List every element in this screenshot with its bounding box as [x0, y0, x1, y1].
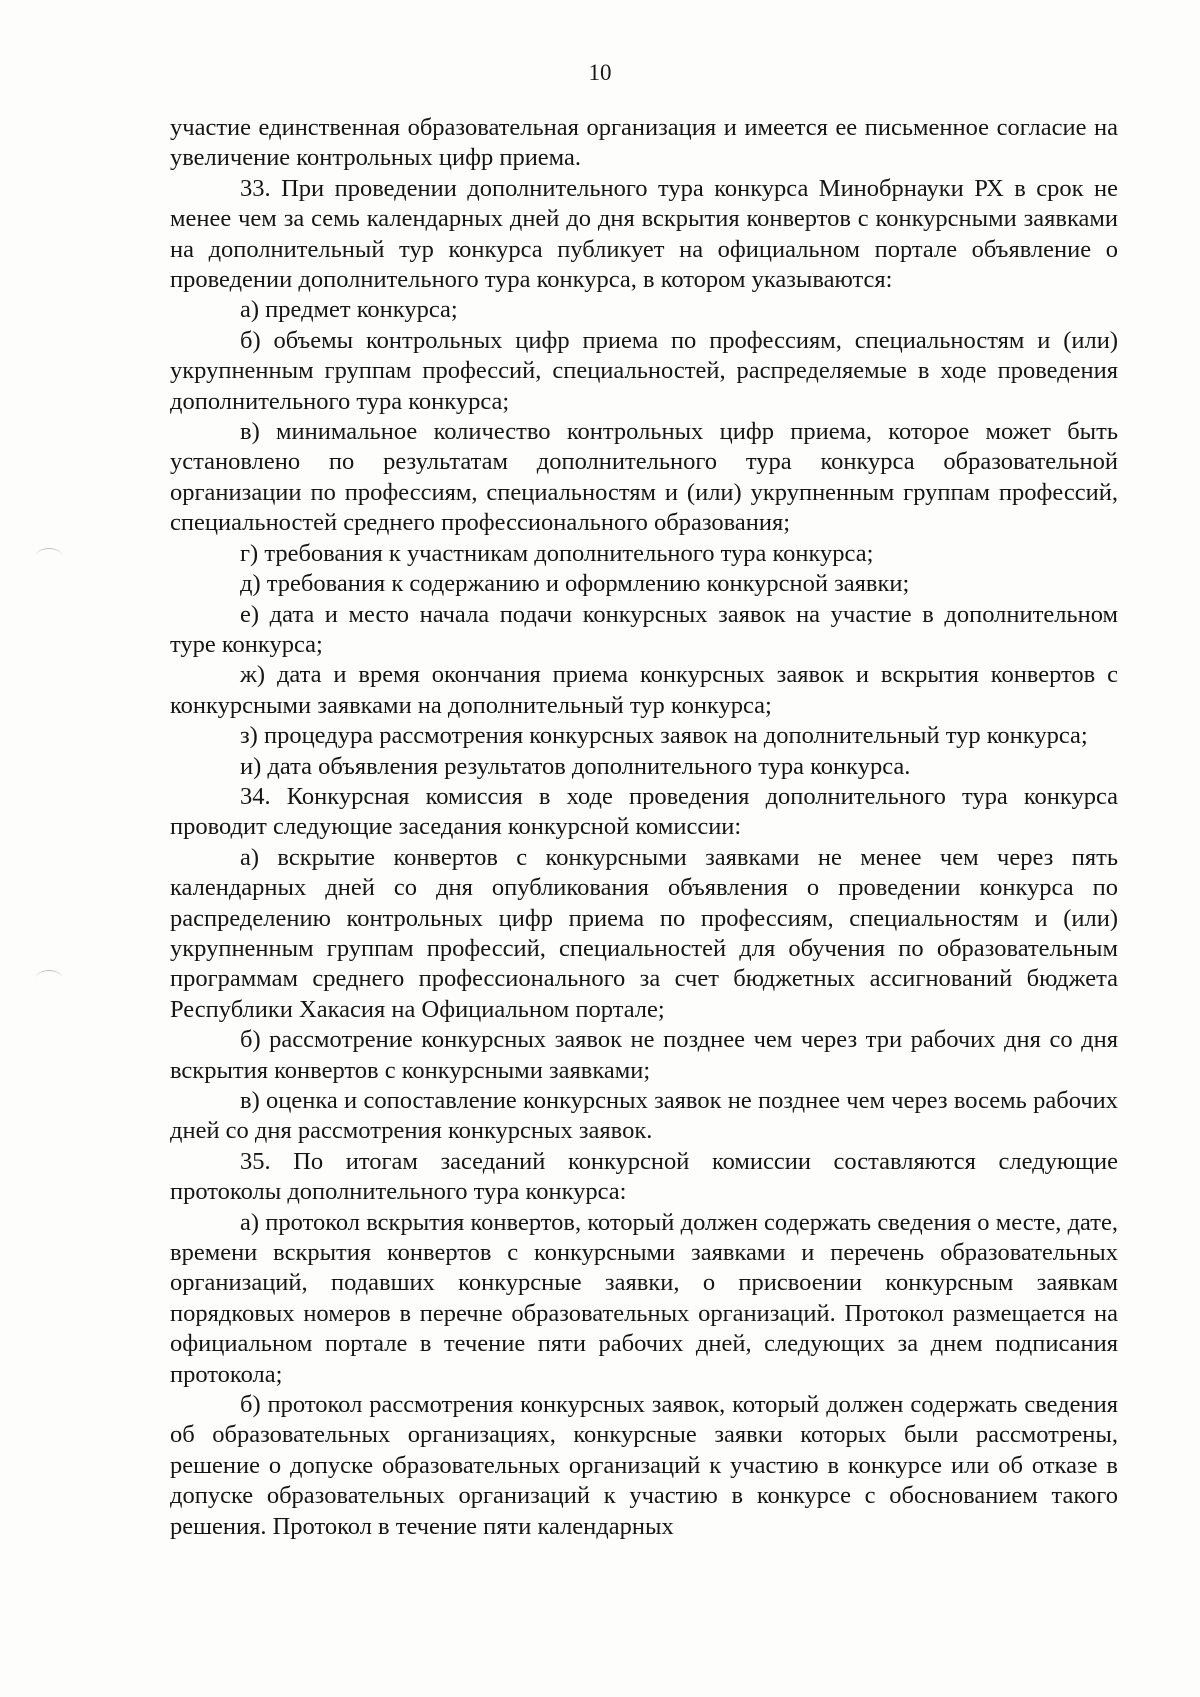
paragraph: участие единственная образовательная организация и имеется ее письменное согласие на увеличение контрольных цифр приема.	[170, 114, 1118, 172]
scan-artifact-mark	[36, 970, 62, 985]
paragraph: в) оценка и сопоставление конкурсных заявок не позднее чем через восемь рабочих дней со дня рассмотрения конкурсных заявок.	[170, 1087, 1118, 1145]
paragraph: в) минимальное количество контрольных цифр приема, которое может быть установлено по результатам дополнительного тура конкурса образовательной организации по профессиям, специальностям и (или) укрупненным группам профессий, специальностей среднего профессионального образования;	[170, 418, 1118, 537]
paragraph: б) протокол рассмотрения конкурсных заявок, который должен содержать сведения об образовательных организациях, конкурсные заявки которых были рассмотрены, решение о допуске образовательных организаций к участию в конкурсе или об отказе в допуске образовательных организаций к участию в конкурсе с обоснованием такого решения. Протокол в течение пяти календарных	[170, 1391, 1118, 1540]
paragraph: а) вскрытие конвертов с конкурсными заявками не менее чем через пять календарных дней со дня опубликования объявления о проведении конкурса по распределению контрольных цифр приема по профессиям, специальностям и (или) укрупненным группам профессий, специальностей для обучения по образовательным программам среднего профессионального за счет бюджетных ассигнований бюджета Республики Хакасия на Официальном портале;	[170, 843, 1118, 1023]
paragraph: б) рассмотрение конкурсных заявок не позднее чем через три рабочих дня со дня вскрытия конвертов с конкурсными заявками;	[170, 1026, 1118, 1084]
paragraph: б) объемы контрольных цифр приема по профессиям, специальностям и (или) укрупненным группам профессий, специальностей, распределяемые в ходе проведения дополнительного тура конкурса;	[170, 326, 1118, 415]
paragraph: е) дата и место начала подачи конкурсных заявок на участие в дополнительном туре конкурса;	[170, 600, 1118, 658]
paragraph: з) процедура рассмотрения конкурсных заявок на дополнительный тур конкурса;	[240, 722, 1088, 750]
paragraph: 34. Конкурсная комиссия в ходе проведения дополнительного тура конкурса проводит следующие заседания конкурсной комиссии:	[170, 782, 1118, 841]
document-body	[170, 113, 1118, 1542]
paragraph: 35. По итогам заседаний конкурсной комиссии составляются следующие протоколы дополнительного тура конкурса:	[170, 1147, 1118, 1206]
paragraph: ж) дата и время окончания приема конкурсных заявок и вскрытия конвертов с конкурсными заявками на дополнительный тур конкурса;	[170, 661, 1118, 719]
paragraph: г) требования к участникам дополнительного тура конкурса;	[240, 539, 874, 567]
paragraph: 33. При проведении дополнительного тура конкурса Минобрнауки РХ в срок не менее чем за семь календарных дней до дня вскрытия конвертов с конкурсными заявками на дополнительный тур конкурса публикует на официальном портале объявление о проведении дополнительного тура конкурса, в котором указываются:	[170, 174, 1118, 294]
paragraph: д) требования к содержанию и оформлению конкурсной заявки;	[240, 570, 910, 598]
paragraph: а) предмет конкурса;	[240, 296, 458, 324]
paragraph: а) протокол вскрытия конвертов, который должен содержать сведения о месте, дате, времени вскрытия конвертов с конкурсными заявками и перечень образовательных организаций, подавших конкурсные заявки, о присвоении конкурсным заявкам порядковых номеров в перечне образовательных организаций. Протокол размещается на официальном портале в течение пяти рабочих дней, следующих за днем подписания протокола;	[170, 1208, 1118, 1388]
scan-artifact-mark	[36, 548, 62, 563]
paragraph: и) дата объявления результатов дополнительного тура конкурса.	[240, 752, 911, 780]
page-number: 10	[588, 60, 612, 85]
